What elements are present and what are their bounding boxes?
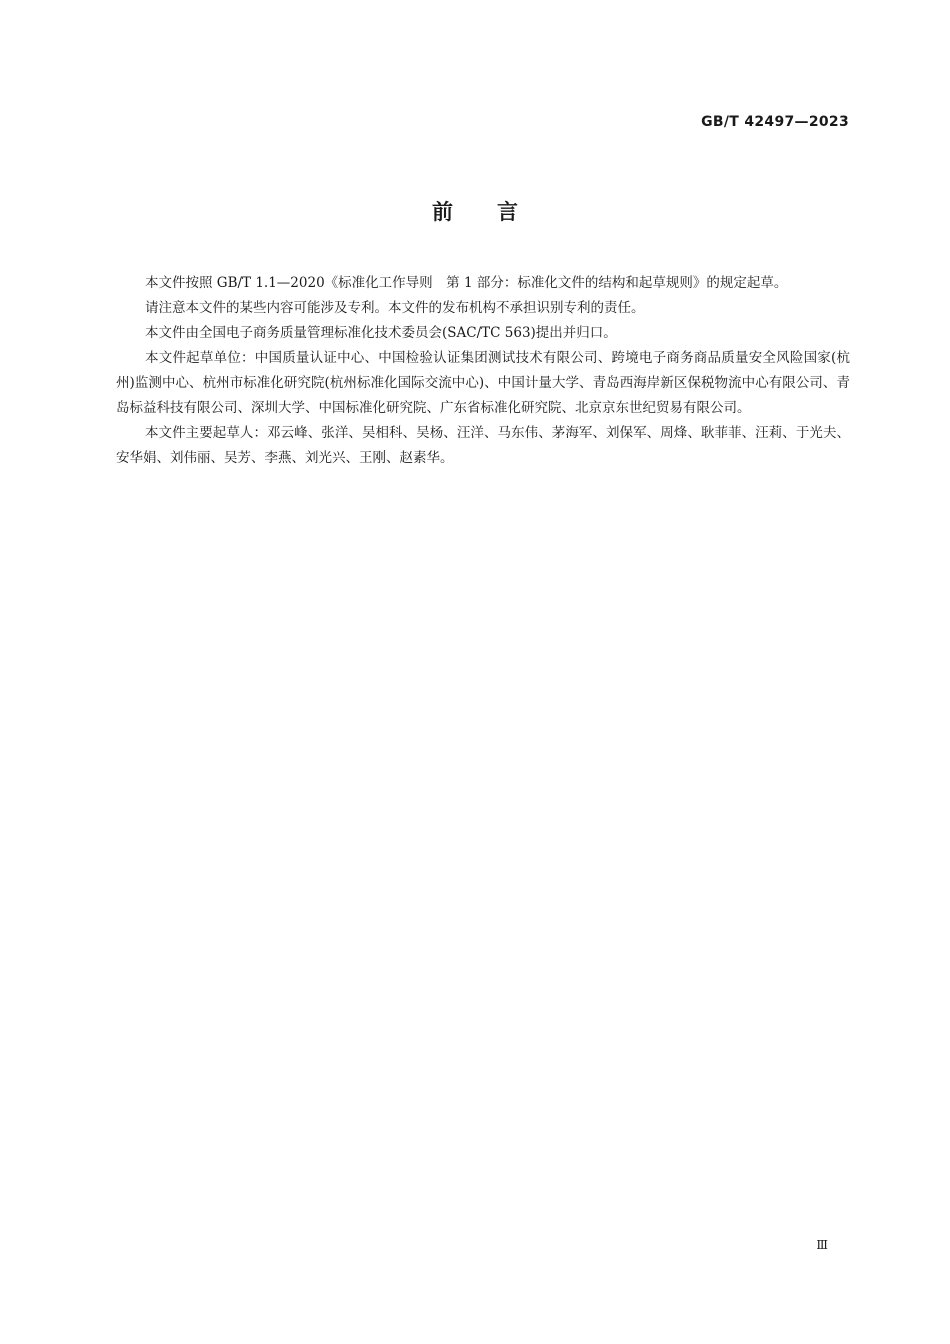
standard-number: GB/T 42497—2023 bbox=[701, 114, 849, 130]
paragraph-patent-notice: 请注意本文件的某些内容可能涉及专利。本文件的发布机构不承担识别专利的责任。 bbox=[145, 300, 645, 316]
paragraph-drafting-units: 本文件起草单位：中国质量认证中心、中国检验认证集团测试技术有限公司、跨境电子商务商品质量安全风险国家(杭州)监测中心、杭州市标准化研究院(杭州标准化国际交流中心)、中国计量大学、青岛西海岸新区保税物流中心有限公司、青岛标益科技有限公司、深圳大学、中国标准化研究院、广东省标准化研究院、北京京东世纪贸易有限公司。 bbox=[116, 350, 850, 416]
paragraph-proposer: 本文件由全国电子商务质量管理标准化技术委员会(SAC/TC 563)提出并归口。 bbox=[145, 325, 617, 341]
paragraph-drafting-rules: 本文件按照 GB/T 1.1—2020《标准化工作导则 第 1 部分：标准化文件的结构和起草规则》的规定起草。 bbox=[145, 275, 788, 291]
paragraph-drafters: 本文件主要起草人：邓云峰、张洋、吴相科、吴杨、汪洋、马东伟、茅海军、刘保军、周烽、耿菲菲、汪莉、于光夫、安华娟、刘伟丽、吴芳、李燕、刘光兴、王刚、赵素华。 bbox=[116, 425, 850, 466]
foreword-body bbox=[116, 271, 850, 471]
page-number: Ⅲ bbox=[816, 1238, 828, 1252]
section-title: 前言 bbox=[432, 200, 562, 224]
